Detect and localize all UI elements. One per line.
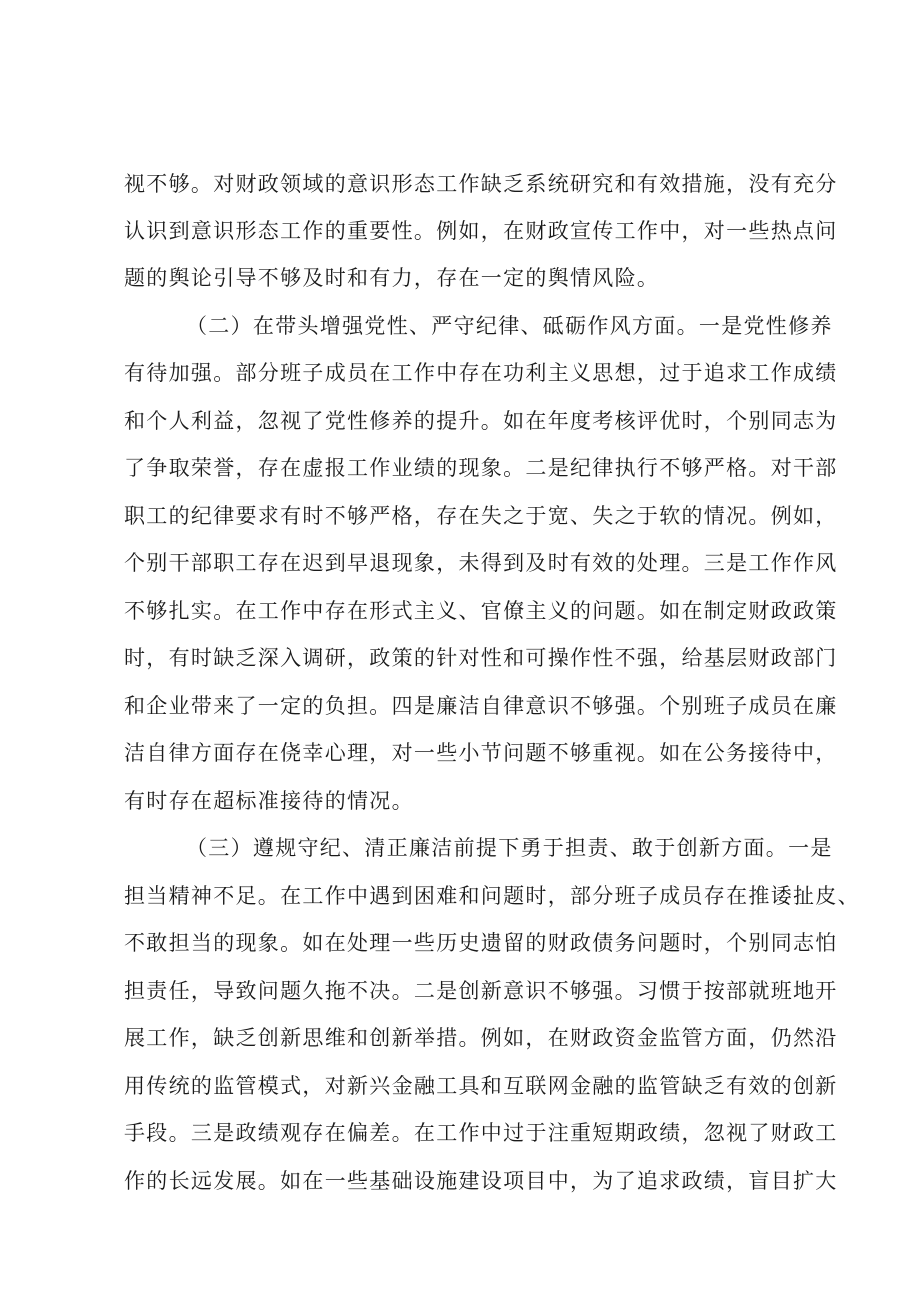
text-line: 展工作，缺乏创新思维和创新举措。例如，在财政资金监管方面，仍然沿	[124, 1026, 838, 1050]
text-line: 时，有时缺乏深入调研，政策的针对性和可操作性不强，给基层财政部门	[124, 646, 838, 670]
text-line: 不敢担当的现象。如在处理一些历史遗留的财政债务问题时，个别同志怕	[124, 931, 838, 955]
text-line: 担责任，导致问题久拖不决。二是创新意识不够强。习惯于按部就班地开	[124, 979, 838, 1003]
text-line: 担当精神不足。在工作中遇到困难和问题时，部分班子成员存在推诿扯皮、	[124, 884, 860, 908]
text-line: 职工的纪律要求有时不够严格，存在失之于宽、失之于软的情况。例如，	[124, 504, 838, 528]
section-heading-line: （三）遵规守纪、清正廉洁前提下勇于担责、敢于创新方面。一是	[186, 836, 833, 860]
text-line: 有时存在超标准接待的情况。	[124, 789, 414, 813]
text-line: 题的舆论引导不够及时和有力，存在一定的舆情风险。	[124, 266, 660, 290]
text-line: 洁自律方面存在侥幸心理，对一些小节问题不够重视。如在公务接待中，	[124, 741, 838, 765]
text-line: 手段。三是政绩观存在偏差。在工作中过于注重短期政绩，忽视了财政工	[124, 1121, 838, 1145]
text-line: 了争取荣誉，存在虚报工作业绩的现象。二是纪律执行不够严格。对干部	[124, 456, 838, 480]
text-line: 作的长远发展。如在一些基础设施建设项目中，为了追求政绩，盲目扩大	[124, 1169, 838, 1193]
section-heading-line: （二）在带头增强党性、严守纪律、砥砺作风方面。一是党性修养	[186, 314, 833, 338]
text-line: 视不够。对财政领域的意识形态工作缺乏系统研究和有效措施，没有充分	[124, 172, 838, 196]
text-line: 有待加强。部分班子成员在工作中存在功利主义思想，过于追求工作成绩	[124, 361, 838, 385]
text-line: 用传统的监管模式，对新兴金融工具和互联网金融的监管缺乏有效的创新	[124, 1074, 838, 1098]
text-line: 认识到意识形态工作的重要性。例如，在财政宣传工作中，对一些热点问	[124, 219, 838, 243]
text-line: 不够扎实。在工作中存在形式主义、官僚主义的问题。如在制定财政政策	[124, 599, 838, 623]
text-line: 个别干部职工存在迟到早退现象，未得到及时有效的处理。三是工作作风	[124, 551, 838, 575]
text-line: 和企业带来了一定的负担。四是廉洁自律意识不够强。个别班子成员在廉	[124, 694, 838, 718]
text-line: 和个人利益，忽视了党性修养的提升。如在年度考核评优时，个别同志为	[124, 409, 838, 433]
